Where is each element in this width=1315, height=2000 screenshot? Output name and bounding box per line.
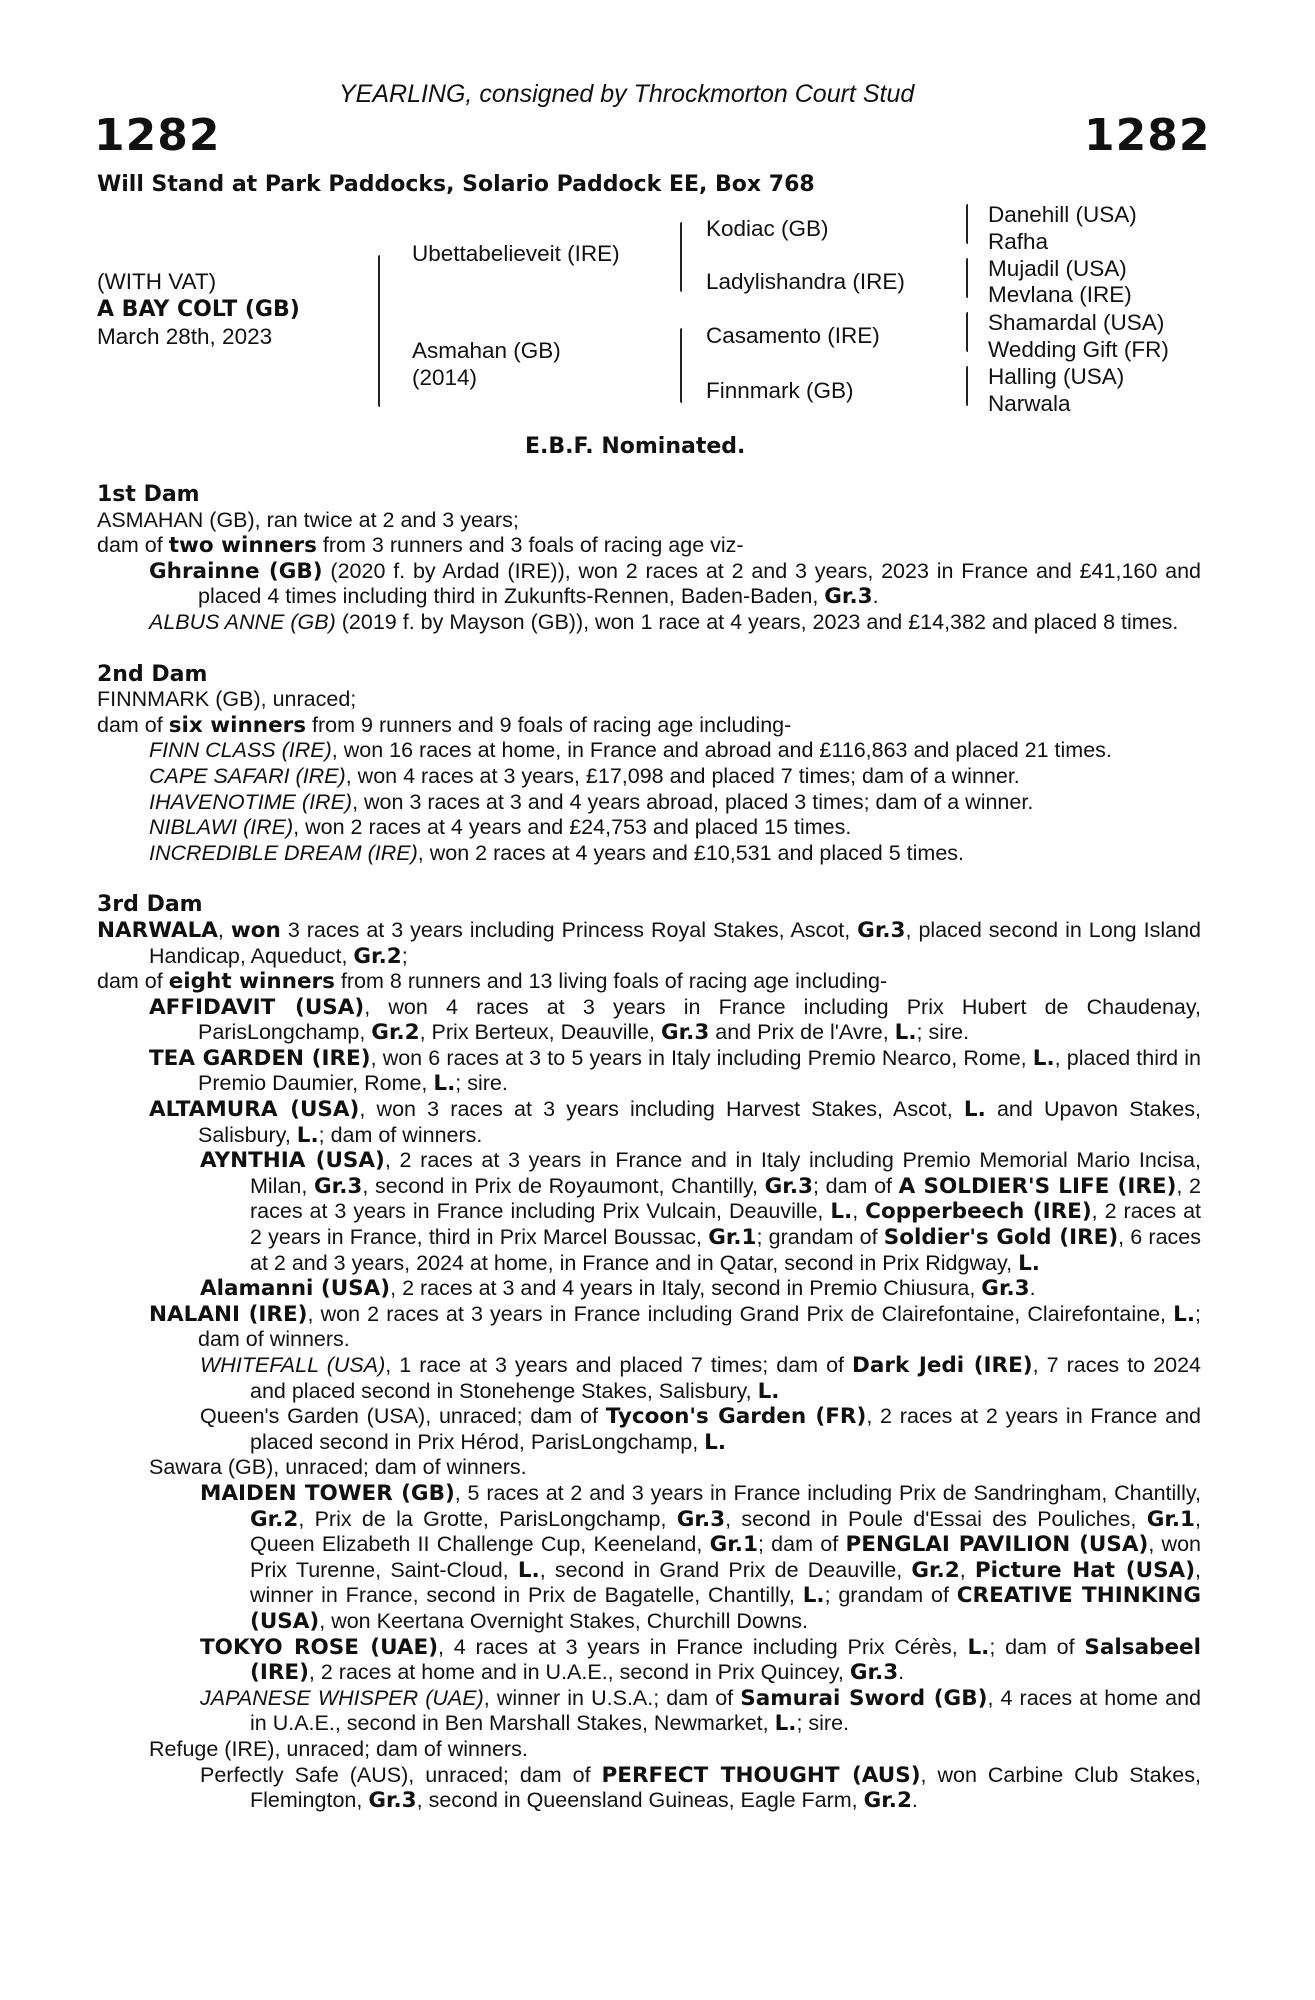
- pedigree-brace-main: [378, 255, 380, 407]
- lot-number-left: 1282: [94, 110, 221, 161]
- sire-name: Ubettabelieveit (IRE): [412, 241, 620, 266]
- pedigree-brace-g3: [966, 312, 968, 352]
- pedigree-brace-dam: [680, 328, 682, 403]
- pedigree-entry: AFFIDAVIT (USA), won 4 races at 3 years in France including Prix Hubert de Chaudenay, ParisLongchamp, Gr.2, Prix Berteux, Deauville, Gr.3 and Prix de l'Avre, L.; sire.: [149, 994, 1201, 1046]
- section-gap: [97, 866, 1201, 892]
- section-heading: 3rd Dam: [97, 892, 203, 918]
- pedigree-entry: FINNMARK (GB), unraced;: [97, 687, 357, 712]
- pedigree-entry: ALBUS ANNE (GB) (2019 f. by Mayson (GB)), won 1 race at 4 years, 2023 and £14,382 and placed 8 times.: [149, 609, 1179, 634]
- dam-name: Asmahan (GB): [412, 338, 561, 363]
- dam-sire-name: Casamento (IRE): [706, 323, 880, 348]
- pedigree-entry: IHAVENOTIME (IRE), won 3 races at 3 and 4 years abroad, placed 3 times; dam of a winner.: [149, 789, 1034, 814]
- ebf-nominated: E.B.F. Nominated.: [525, 434, 746, 459]
- pedigree-entry: dam of six winners from 9 runners and 9 foals of racing age including-: [97, 712, 792, 738]
- pedigree-entry: ASMAHAN (GB), ran twice at 2 and 3 years;: [97, 507, 519, 532]
- dam-dam-name: Finnmark (GB): [706, 378, 854, 403]
- section-heading: 2nd Dam: [97, 661, 208, 687]
- pedigree-entry: MAIDEN TOWER (GB), 5 races at 2 and 3 years in France including Prix de Sandringham, Chantilly, Gr.2, Prix de la Grotte, ParisLongchamp, Gr.3, second in Poule d'Essai des Pouliches, Gr.1, Queen Elizabeth II Challenge Cup, Keeneland, Gr.1; dam of PENGLAI PAVILION (USA), won Prix Turenne, Saint-Cloud, L., second in Grand Prix de Deauville, Gr.2, Picture Hat (USA), winner in France, second in Prix de Bagatelle, Chantilly, L.; grandam of CREATIVE THINKING (USA), won Keertana Overnight Stakes, Churchill Downs.: [200, 1480, 1202, 1634]
- pedigree-brace-sire: [680, 222, 682, 292]
- pedigree-entry: JAPANESE WHISPER (UAE), winner in U.S.A.; dam of Samurai Sword (GB), 4 races at home and in U.A.E., second in Ben Marshall Stakes, Newmarket, L.; sire.: [200, 1685, 1201, 1737]
- lot-number-right: 1282: [1084, 110, 1211, 161]
- pedigree-entry: NARWALA, won 3 races at 3 years including Princess Royal Stakes, Ascot, Gr.3, placed second in Long Island Handicap, Aqueduct, Gr.2;: [97, 917, 1201, 969]
- vat-label: (WITH VAT): [97, 269, 217, 294]
- consignment-line: YEARLING, consigned by Throckmorton Court Stud: [339, 80, 915, 108]
- g3-name: Mujadil (USA): [988, 256, 1127, 281]
- pedigree-entry: TOKYO ROSE (UAE), 4 races at 3 years in France including Prix Cérès, L.; dam of Salsabeel (IRE), 2 races at home and in U.A.E., second in Prix Quincey, Gr.3.: [200, 1634, 1201, 1686]
- pedigree-entry: INCREDIBLE DREAM (IRE), won 2 races at 4 years and £10,531 and placed 5 times.: [149, 840, 964, 865]
- section-heading: 1st Dam: [97, 482, 200, 507]
- pedigree-entry: Perfectly Safe (AUS), unraced; dam of PERFECT THOUGHT (AUS), won Carbine Club Stakes, Flemington, Gr.3, second in Queensland Guineas, Eagle Farm, Gr.2.: [200, 1762, 1201, 1814]
- pedigree-brace-g2: [966, 258, 968, 298]
- pedigree-brace-g1: [966, 204, 968, 244]
- pedigree-entry: NALANI (IRE), won 2 races at 3 years in France including Grand Prix de Clairefontaine, Clairefontaine, L.; dam of winners.: [149, 1301, 1201, 1352]
- pedigree-entry: TEA GARDEN (IRE), won 6 races at 3 to 5 years in Italy including Premio Nearco, Rome, L., placed third in Premio Daumier, Rome, L.; sire.: [149, 1045, 1201, 1097]
- pedigree-entry: NIBLAWI (IRE), won 2 races at 4 years and £24,753 and placed 15 times.: [149, 815, 852, 840]
- g2-name: Rafha: [988, 229, 1049, 254]
- venue-line: Will Stand at Park Paddocks, Solario Paddock EE, Box 768: [97, 172, 815, 197]
- g8-name: Narwala: [988, 391, 1071, 416]
- pedigree-entry: ALTAMURA (USA), won 3 races at 3 years including Harvest Stakes, Ascot, L. and Upavon Stakes, Salisbury, L.; dam of winners.: [149, 1097, 1201, 1148]
- pedigree-entry: Alamanni (USA), 2 races at 3 and 4 years in Italy, second in Premio Chiusura, Gr.3.: [200, 1276, 1036, 1302]
- foaled-date: March 28th, 2023: [97, 324, 273, 349]
- g1-name: Danehill (USA): [988, 202, 1137, 227]
- pedigree-entry: Queen's Garden (USA), unraced; dam of Tycoon's Garden (FR), 2 races at 2 years in France and placed second in Prix Hérod, ParisLongchamp, L.: [200, 1404, 1201, 1455]
- sire-dam-name: Ladylishandra (IRE): [706, 269, 905, 294]
- pedigree-entry: WHITEFALL (USA), 1 race at 3 years and placed 7 times; dam of Dark Jedi (IRE), 7 races to 2024 and placed second in Stonehenge Stakes, Salisbury, L.: [200, 1353, 1201, 1404]
- pedigree-entry: dam of two winners from 3 runners and 3 foals of racing age viz-: [97, 533, 744, 559]
- pedigree-entry: Sawara (GB), unraced; dam of winners.: [149, 1455, 527, 1480]
- section-gap: [97, 636, 1201, 662]
- sire-sire-name: Kodiac (GB): [706, 216, 829, 241]
- pedigree-brace-g4: [966, 366, 968, 406]
- pedigree-entry: dam of eight winners from 8 runners and 13 living foals of racing age including-: [97, 969, 888, 995]
- g6-name: Wedding Gift (FR): [988, 337, 1169, 362]
- pedigree-entry: FINN CLASS (IRE), won 16 races at home, in France and abroad and £116,863 and placed 21 times.: [149, 738, 1112, 763]
- pedigree-entry: Refuge (IRE), unraced; dam of winners.: [149, 1736, 528, 1761]
- g5-name: Shamardal (USA): [988, 310, 1165, 335]
- pedigree-entry: CAPE SAFARI (IRE), won 4 races at 3 years, £17,098 and placed 7 times; dam of a winner.: [149, 763, 1020, 788]
- pedigree-entry: AYNTHIA (USA), 2 races at 3 years in France and in Italy including Premio Memorial Mario Incisa, Milan, Gr.3, second in Prix de Royaumont, Chantilly, Gr.3; dam of A SOLDIER'S LIFE (IRE), 2 races at 3 years in France including Prix Vulcain, Deauville, L., Copperbeech (IRE), 2 races at 2 years in France, third in Prix Marcel Boussac, Gr.1; grandam of Soldier's Gold (IRE), 6 races at 2 and 3 years, 2024 at home, in France and in Qatar, second in Prix Ridgway, L.: [200, 1148, 1202, 1276]
- g4-name: Mevlana (IRE): [988, 282, 1132, 307]
- g7-name: Halling (USA): [988, 364, 1125, 389]
- pedigree-entry: Ghrainne (GB) (2020 f. by Ardad (IRE)), won 2 races at 2 and 3 years, 2023 in France and £41,160 and placed 4 times including third in Zukunfts-Rennen, Baden-Baden, Gr.3.: [149, 558, 1201, 610]
- dam-year: (2014): [412, 365, 478, 390]
- horse-title: A BAY COLT (GB): [97, 297, 300, 322]
- pedigree-notes: [97, 482, 1201, 1814]
